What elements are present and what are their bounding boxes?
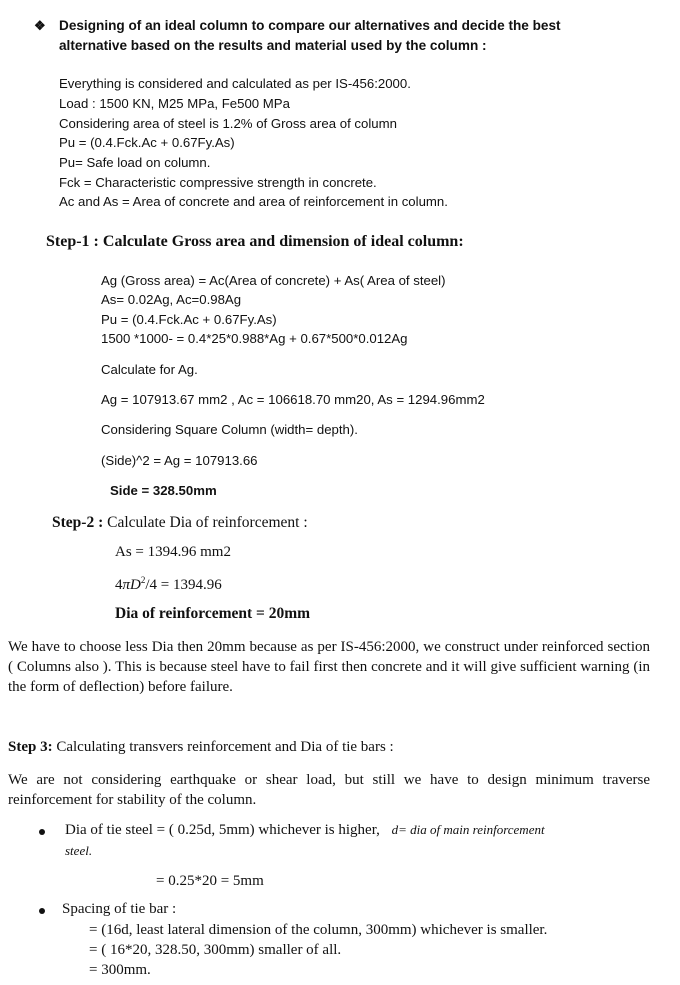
- bullet-icon: [39, 829, 45, 835]
- bullet1-line: [65, 822, 545, 839]
- paragraph-transverse: We are not considering earthquake or shear load, but still we have to design minimum traverse reinforcement for stability of the column.: [8, 772, 650, 808]
- intro-line: Considering area of steel is 1.2% of Gross area of column: [59, 116, 397, 131]
- heading-bullet-icon: ❖: [34, 18, 46, 33]
- step3-label: Step 3:: [8, 739, 53, 755]
- bullet2-line: = 300mm.: [89, 962, 151, 978]
- eq-rest: /4 = 1394.96: [145, 577, 222, 593]
- bullet-icon: [39, 908, 45, 914]
- heading-line-2: alternative based on the results and material used by the column :: [59, 38, 487, 53]
- heading-line-1: Designing of an ideal column to compare our alternatives and decide the best: [59, 18, 561, 33]
- step1-calc-for: Calculate for Ag.: [101, 362, 198, 377]
- step2-label: Step-2 :: [52, 514, 104, 531]
- step2-equation: [115, 575, 222, 594]
- step1-side-result: Side = 328.50mm: [110, 483, 217, 498]
- step1-label: Step-1 :: [46, 233, 99, 250]
- step2-title: Calculate Dia of reinforcement :: [103, 514, 308, 531]
- bullet1-text: Dia of tie steel = ( 0.25d, 5mm) whichever is higher,: [65, 822, 380, 838]
- bullet1-note-continued: steel.: [65, 843, 93, 858]
- step1-formula-line: As= 0.02Ag, Ac=0.98Ag: [101, 292, 242, 307]
- step1-square-note: Considering Square Column (width= depth).: [101, 422, 358, 437]
- step2-as-line: As = 1394.96 mm2: [115, 544, 231, 560]
- intro-line: Ac and As = Area of concrete and area of reinforcement in column.: [59, 194, 448, 209]
- step1-formula-line: Ag (Gross area) = Ac(Area of concrete) + As( Area of steel): [101, 273, 446, 288]
- step2-heading: [52, 514, 308, 532]
- bullet1-calc: = 0.25*20 = 5mm: [156, 873, 264, 889]
- bullet2-title: Spacing of tie bar :: [62, 901, 177, 917]
- bullet1-note: d= dia of main reinforcement: [391, 822, 545, 837]
- eq-coefficient: 4: [115, 577, 123, 593]
- eq-diameter: D: [130, 577, 141, 593]
- pi-symbol: π: [122, 577, 131, 593]
- intro-line: Everything is considered and calculated as per IS-456:2000.: [59, 76, 411, 91]
- step2-dia-result: Dia of reinforcement = 20mm: [115, 605, 311, 622]
- step1-formula-line: Pu = (0.4.Fck.Ac + 0.67Fy.As): [101, 312, 277, 327]
- step1-formula-line: 1500 *1000- = 0.4*25*0.988*Ag + 0.67*500*0.012Ag: [101, 331, 408, 346]
- eq-exponent: 2: [140, 575, 146, 585]
- step1-result: Ag = 107913.67 mm2 , Ac = 106618.70 mm20, As = 1294.96mm2: [101, 392, 485, 407]
- step3-title: Calculating transvers reinforcement and Dia of tie bars :: [52, 739, 394, 755]
- bullet2-line: = (16d, least lateral dimension of the column, 300mm) whichever is smaller.: [89, 922, 548, 938]
- intro-line: Pu = (0.4.Fck.Ac + 0.67Fy.As): [59, 135, 235, 150]
- intro-line: Load : 1500 KN, M25 MPa, Fe500 MPa: [59, 96, 290, 111]
- intro-line: Pu= Safe load on column.: [59, 155, 211, 170]
- intro-line: Fck = Characteristic compressive strength in concrete.: [59, 175, 377, 190]
- step1-heading: [46, 233, 464, 251]
- step3-heading: [8, 739, 394, 756]
- step1-side-equation: (Side)^2 = Ag = 107913.66: [101, 453, 258, 468]
- paragraph-under-reinforced: We have to choose less Dia then 20mm because as per IS-456:2000, we construct under reinforced section ( Columns also ). This is because steel have to fail first then concrete and it will give sufficient warning (in the form of deflection) before failure.: [8, 639, 650, 695]
- step1-title: Calculate Gross area and dimension of ideal column:: [98, 233, 464, 250]
- bullet2-line: = ( 16*20, 328.50, 300mm) smaller of all.: [89, 942, 342, 958]
